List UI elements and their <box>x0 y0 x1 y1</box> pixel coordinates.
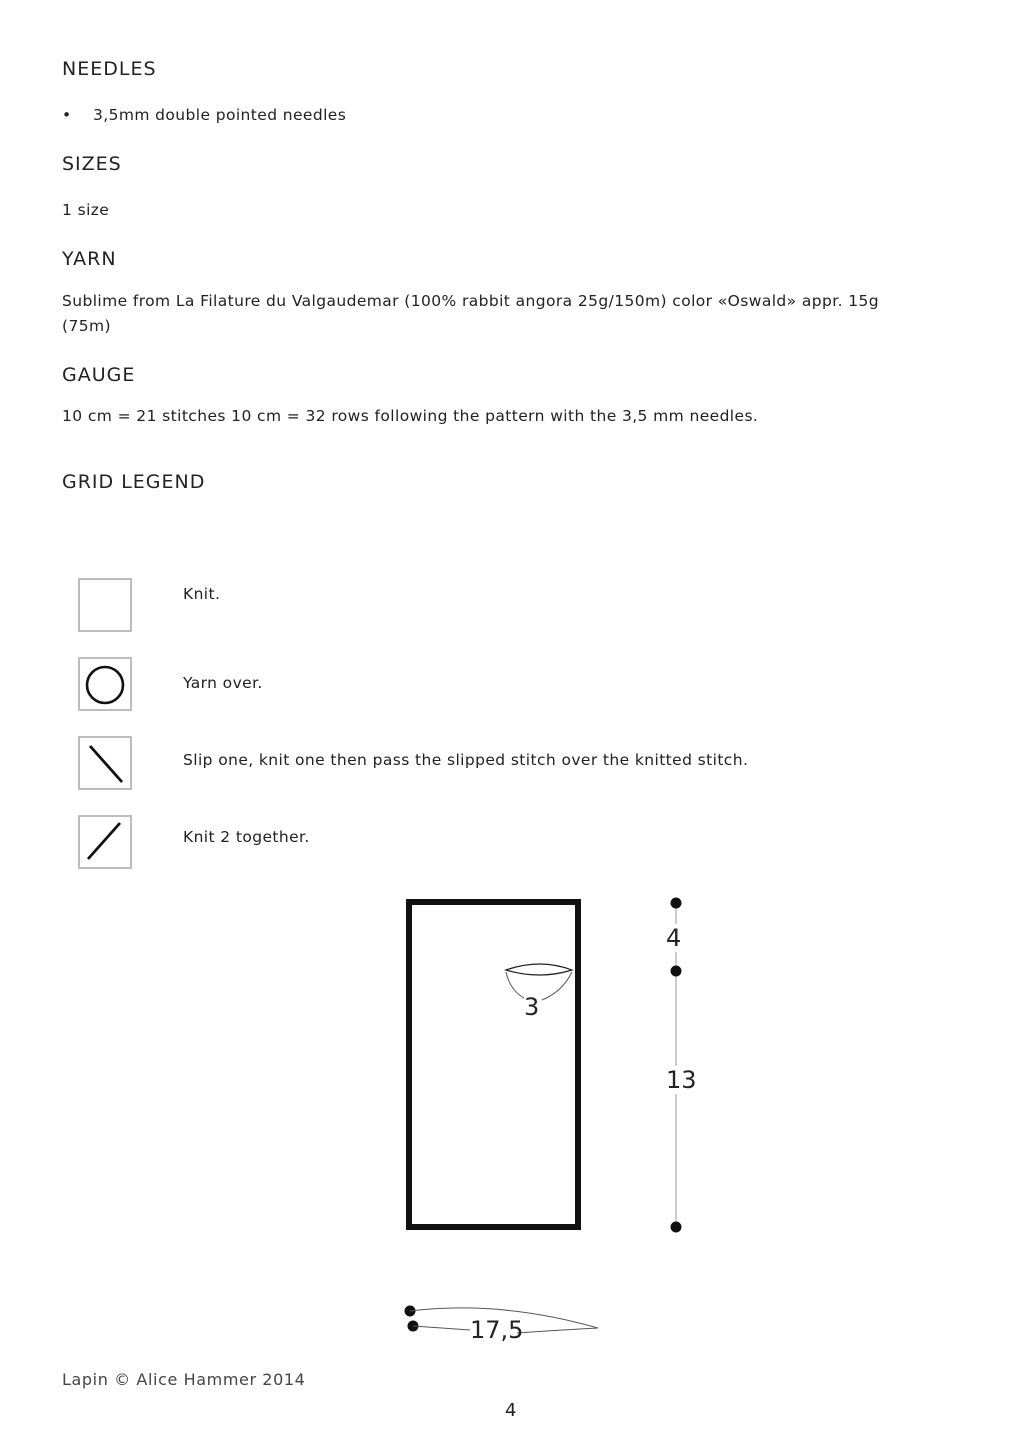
needles-bullet: • <box>62 106 72 124</box>
dimension-dot-middle <box>671 966 682 977</box>
width-line-left <box>413 1326 470 1330</box>
width-curve-lower <box>517 1328 598 1333</box>
schematic-rectangle <box>409 902 578 1227</box>
page-number: 4 <box>505 1400 517 1421</box>
sizes-heading: SIZES <box>62 153 122 175</box>
gauge-heading: GAUGE <box>62 364 136 386</box>
opening-leader-right <box>542 972 572 1000</box>
dimension-dot-top <box>671 898 682 909</box>
legend-label-k2tog: Knit 2 together. <box>183 828 310 846</box>
opening-label: 3 <box>524 993 540 1021</box>
legend-label-yarn-over: Yarn over. <box>183 674 263 692</box>
yarn-text-line2: (75m) <box>62 317 111 335</box>
dimension-dot-bottom <box>671 1222 682 1233</box>
top-segment-label: 4 <box>666 924 682 952</box>
side-length-label: 13 <box>666 1066 697 1094</box>
legend-label-knit: Knit. <box>183 585 221 603</box>
footer-credit: Lapin © Alice Hammer 2014 <box>62 1370 306 1389</box>
width-label: 17,5 <box>470 1316 524 1344</box>
sizes-text: 1 size <box>62 201 110 219</box>
opening-arc <box>506 964 572 975</box>
yarn-heading: YARN <box>62 248 117 270</box>
needles-item: 3,5mm double pointed needles <box>93 106 347 124</box>
needles-heading: NEEDLES <box>62 58 157 80</box>
yarn-text-line1: Sublime from La Filature du Valgaudemar (100% rabbit angora 25g/150m) color «Oswald» appr. 15g <box>62 292 880 310</box>
grid-legend-heading: GRID LEGEND <box>62 471 206 493</box>
opening-leader-left <box>506 972 524 998</box>
gauge-text: 10 cm = 21 stitches 10 cm = 32 rows following the pattern with the 3,5 mm needles. <box>62 407 759 425</box>
legend-label-ssk: Slip one, knit one then pass the slipped stitch over the knitted stitch. <box>183 751 749 769</box>
